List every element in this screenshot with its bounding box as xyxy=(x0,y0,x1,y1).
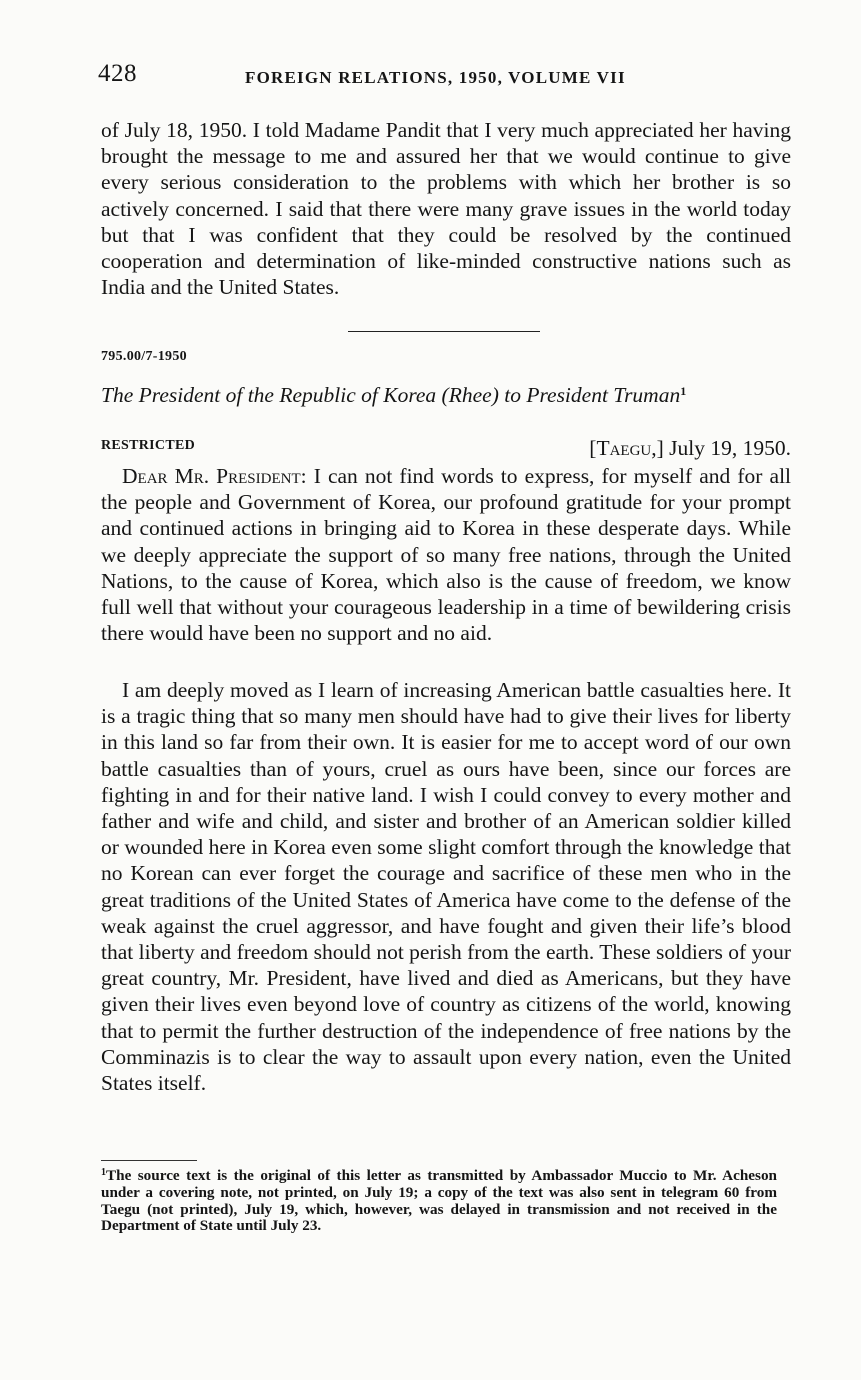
document-title xyxy=(101,383,801,408)
file-number: 795.00/7-1950 xyxy=(101,349,187,364)
salutation: Dear Mr. President: xyxy=(122,464,307,488)
letter-paragraph-1 xyxy=(101,463,791,646)
section-divider xyxy=(348,331,540,332)
title-part2: ) to President Truman xyxy=(491,383,681,407)
paragraph-1-text: I can not find words to express, for myself and for all the people and Government of Korea, our profound gratitude for your prompt and continued actions in bringing aid to Korea in these desperate days. While we deeply appreciate the support of so many free nations, through the United Nations, to the cause of Korea, which also is the cause of freedom, we know full well that without your courageous leadership in a time of bewildering crisis there would have been no support and no aid. xyxy=(101,464,792,646)
opening-paragraph: of July 18, 1950. I told Madame Pandit that I very much appreciated her having brought the message to me and assured her that we would continue to give every serious consideration to the problems with which her brother is so actively concerned. I said that there were many grave issues in the world today but that I was confident that they could be resolved by the continued cooperation and determination of like-minded constructive nations such as India and the United States. xyxy=(101,118,791,300)
footnote-marker: 1 xyxy=(101,1167,106,1178)
running-title: FOREIGN RELATIONS, 1950, VOLUME VII xyxy=(245,68,626,87)
place: [Taegu,] xyxy=(589,436,664,460)
classification-label: RESTRICTED xyxy=(101,438,196,453)
running-head xyxy=(98,60,798,92)
title-name: Rhee xyxy=(448,383,492,407)
dateline xyxy=(589,436,791,461)
page-number: 428 xyxy=(98,60,137,87)
date: July 19, 1950. xyxy=(669,436,791,460)
footnote xyxy=(101,1165,777,1235)
footnote-reference: 1 xyxy=(680,384,687,398)
title-part1: The President of the Republic of Korea ( xyxy=(101,383,449,407)
letter-paragraph-2: I am deeply moved as I learn of increasing American battle casualties here. It is a tragic thing that so many men should have had to give their lives for liberty in this land so far from their own. It is easier for me to accept word of our own battle casualties than of yours, cruel as ours have been, since our forces are fighting in and for their native land. I wish I could convey to every mother and father and wife and child, and sister and brother of an American soldier killed or wounded here in Korea even some slight comfort through the knowledge that no Korean can ever forget the courage and sacrifice of these men who in the great traditions of the United States of America have come to the defense of the weak against the cruel aggressor, and have fought and given their life’s blood that liberty and freedom should not perish from the earth. These soldiers of your great country, Mr. President, have lived and died as Americans, but they have given their lives even beyond love of country as citizens of the world, knowing that to permit the further destruction of the independence of free nations by the Comminazis is to clear the way to assault upon every nation, even the United States itself. xyxy=(101,678,791,1096)
footnote-rule xyxy=(101,1160,197,1161)
footnote-text: The source text is the original of this letter as transmitted by Ambassador Muccio to Mr. Acheson under a covering note, not printed, on July 19; a copy of the text was also sent in telegram 60 from Taegu (not printed), July 19, which, however, was delayed in transmission and not received in the Department of State until July 23. xyxy=(101,1167,777,1235)
